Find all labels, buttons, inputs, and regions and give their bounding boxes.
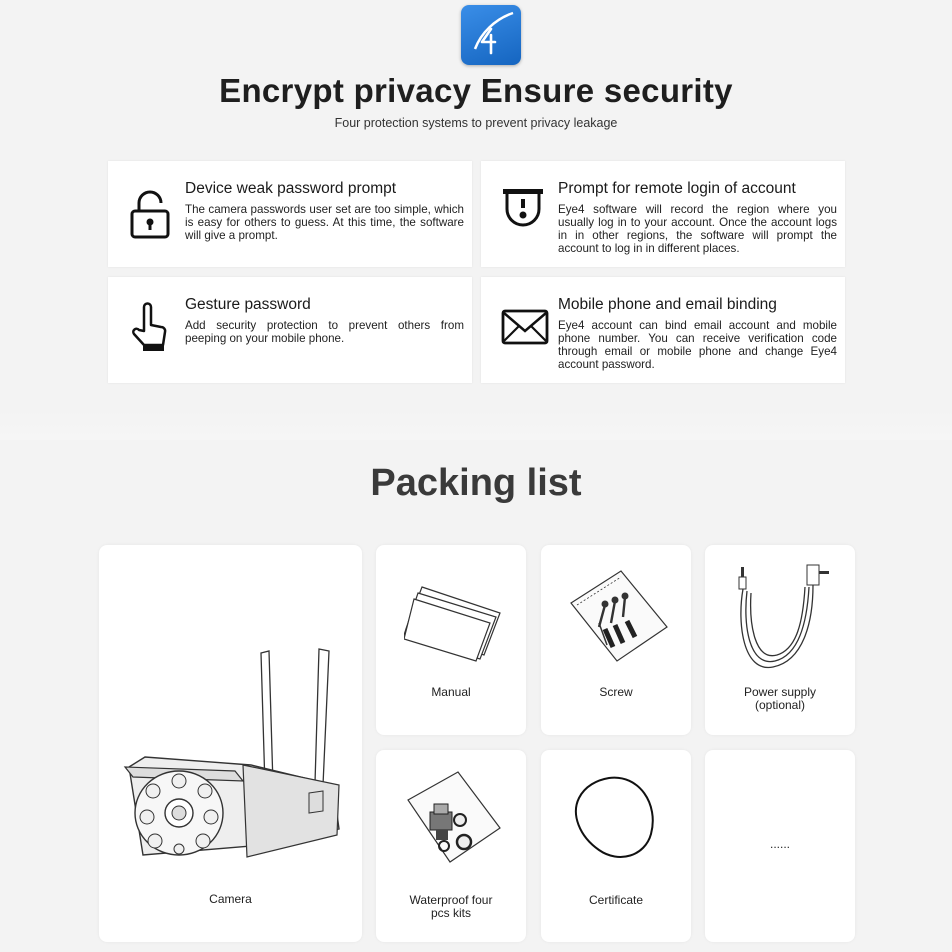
feature-description: Eye4 software will record the region where you usually log in to your account. Once the account logs in in other regions, the software will prompt the account to log in in different places. xyxy=(558,203,837,255)
feature-description: The camera passwords user set are too simple, which is easy for others to guess. At this time, the software will give a prompt. xyxy=(185,203,464,242)
app-logo xyxy=(461,5,521,65)
dome-camera-icon xyxy=(501,185,545,237)
item-label: Screw xyxy=(599,685,633,699)
feature-title: Device weak password prompt xyxy=(185,180,397,197)
packing-item-waterproof-kit xyxy=(376,750,526,942)
packing-item-certificate xyxy=(541,750,691,942)
manual-icon xyxy=(404,583,504,663)
feature-title: Mobile phone and email binding xyxy=(558,296,777,313)
item-label: Certificate xyxy=(588,893,644,907)
feature-description: Add security protection to prevent others from peeping on your mobile phone. xyxy=(185,319,464,345)
certificate-icon xyxy=(569,774,659,864)
item-label: Camera xyxy=(209,892,252,906)
feature-card-gesture-password xyxy=(108,277,472,383)
waterproof-kit-icon xyxy=(404,768,504,868)
feature-description: Eye4 account can bind email account and mobile phone number. You can receive verification code through email or mobile phone and change Eye4 account password. xyxy=(558,319,837,371)
page-subtitle: Four protection systems to prevent privacy leakage xyxy=(334,116,618,130)
bullet-camera-icon xyxy=(123,645,363,875)
item-label: ...... xyxy=(769,837,790,851)
feature-card-weak-password xyxy=(108,161,472,267)
feature-card-remote-login xyxy=(481,161,845,267)
packing-list-title: Packing list xyxy=(370,462,582,504)
padlock-icon xyxy=(128,189,172,241)
section-divider xyxy=(0,410,952,440)
item-label: Power supply (optional) xyxy=(743,685,817,712)
packing-item-manual xyxy=(376,545,526,735)
feature-card-binding xyxy=(481,277,845,383)
power-adapter-icon xyxy=(733,563,843,678)
item-label: Waterproof four pcs kits xyxy=(409,893,493,920)
hand-pointer-icon xyxy=(128,301,172,353)
packing-item-screw xyxy=(541,545,691,735)
packing-item-more xyxy=(705,750,855,942)
packing-item-camera xyxy=(99,545,362,942)
item-label: Manual xyxy=(431,685,471,699)
screw-bag-icon xyxy=(569,565,669,675)
eye4-logo-icon xyxy=(461,5,521,65)
packing-item-power-supply xyxy=(705,545,855,735)
envelope-icon xyxy=(501,303,549,355)
feature-title: Prompt for remote login of account xyxy=(558,180,796,197)
page-title: Encrypt privacy Ensure security xyxy=(219,72,733,109)
feature-title: Gesture password xyxy=(185,296,311,313)
